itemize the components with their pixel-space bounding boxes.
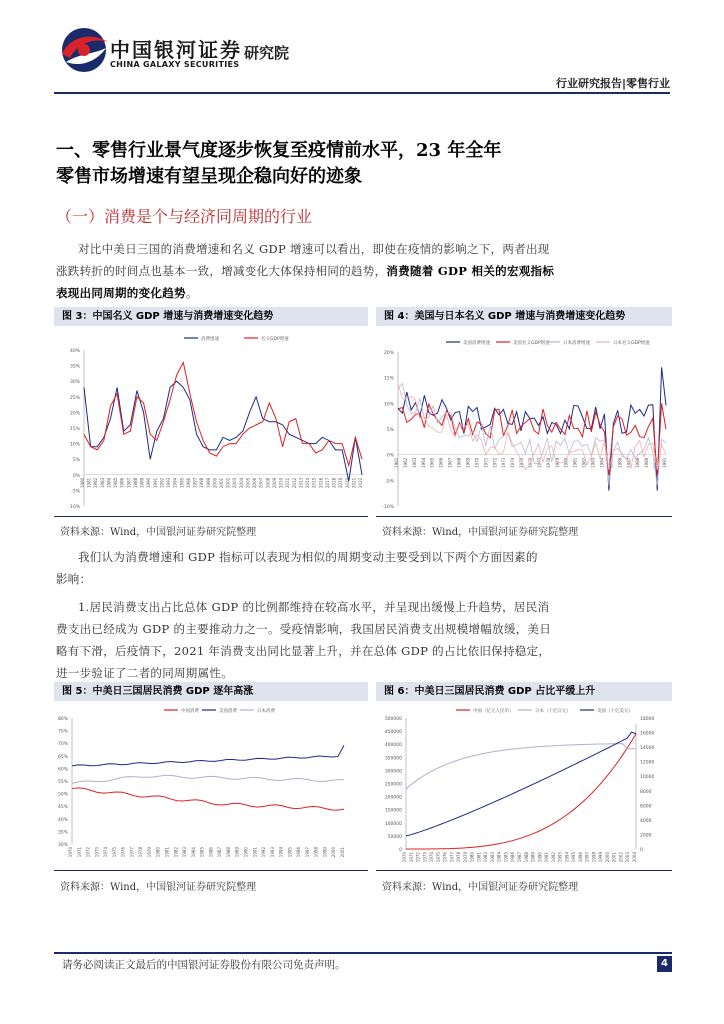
x-tick-label: 1984	[190, 847, 196, 858]
x-tick-label: 1983	[489, 852, 495, 863]
x-tick-label: 2021	[351, 477, 357, 488]
x-tick-label: 1991	[252, 847, 258, 858]
x-tick-label: 1976	[528, 457, 533, 468]
x-tick-label: 1970	[68, 847, 73, 858]
fig4-chart	[376, 330, 672, 515]
x-tick-label: 1967	[447, 457, 453, 468]
x-tick-label: 1962	[402, 457, 408, 468]
x-tick-label: 1978	[138, 847, 144, 858]
x-tick-label: 1991	[662, 457, 667, 468]
y-tick-label: -5%	[71, 489, 80, 495]
x-tick-label: 1964	[420, 457, 426, 468]
x-tick-label: 1986	[510, 852, 516, 863]
x-tick-label: 2004	[238, 477, 244, 488]
x-tick-label: 1972	[415, 852, 421, 863]
y2-tick-label: 6000	[640, 804, 652, 810]
x-tick-label: 1970	[402, 852, 407, 863]
fig6-bottom-rule	[376, 870, 672, 871]
y-tick-label: -5%	[385, 479, 394, 485]
fig3-title: 图 3：中国名义 GDP 增速与消费增速变化趋势	[54, 307, 368, 326]
legend-label: 日本消费增速	[563, 341, 590, 346]
y-tick-label: 65%	[57, 754, 68, 760]
y-tick-label: 15%	[69, 427, 80, 432]
x-tick-label: 1994	[564, 852, 570, 863]
y2-tick-label: 2000	[640, 833, 652, 839]
x-tick-label: 2017	[324, 477, 330, 488]
x-tick-label: 1982	[173, 847, 179, 858]
x-tick-label: 1989	[139, 477, 145, 488]
y-tick-label: 200000	[384, 795, 402, 801]
series-line	[72, 775, 344, 783]
paragraph-3	[56, 596, 676, 684]
y-tick-label: 100000	[384, 821, 402, 827]
x-tick-label: 1997	[192, 477, 198, 488]
x-tick-label: 2004	[632, 852, 637, 863]
para2-line2: 影响：	[56, 572, 92, 586]
legend-label: 美国名义GDP增速	[513, 341, 550, 346]
subsection-title: （一）消费是个与经济同周期的行业	[56, 207, 313, 226]
x-tick-label: 1979	[554, 457, 560, 468]
x-tick-label: 1961	[394, 457, 399, 468]
x-tick-label: 1970	[474, 457, 480, 468]
y-tick-label: 30%	[57, 843, 68, 848]
x-tick-label: 1982	[483, 852, 489, 863]
x-tick-label: 2003	[625, 852, 631, 863]
x-tick-label: 2007	[258, 477, 264, 488]
x-tick-label: 1977	[449, 852, 455, 863]
y-tick-label: 45%	[57, 805, 68, 811]
institute-label: 研究院	[244, 44, 290, 62]
x-tick-label: 1974	[429, 852, 435, 863]
x-tick-label: 1984	[106, 477, 112, 488]
x-tick-label: 1986	[119, 477, 125, 488]
x-tick-label: 2002	[618, 852, 624, 863]
x-tick-label: 1990	[146, 477, 152, 488]
x-tick-label: 1975	[111, 847, 117, 858]
x-tick-label: 1991	[152, 477, 158, 488]
report-type: 行业研究报告|零售行业	[555, 77, 670, 90]
x-tick-label: 1992	[550, 852, 556, 863]
x-tick-label: 1998	[313, 847, 319, 858]
para3-line3: 略有下滑，后疫情下，2021 年消费支出同比显著上升，并在总体 GDP 的占比依旧保持稳定，	[56, 644, 551, 658]
x-tick-label: 2005	[245, 477, 251, 488]
y-tick-label: 250000	[384, 782, 402, 788]
legend-label: 名义GDP增速	[261, 337, 289, 342]
x-tick-label: 1974	[510, 457, 516, 468]
y-tick-label: 20%	[69, 411, 80, 417]
y-tick-label: -10%	[382, 505, 394, 510]
legend-label: 日本消费	[257, 709, 275, 714]
y-tick-label: 5%	[386, 428, 394, 433]
x-tick-label: 1976	[442, 852, 448, 863]
y-tick-label: 75%	[57, 729, 68, 735]
x-tick-label: 1983	[99, 477, 105, 488]
fig6-source: 资料来源：Wind，中国银河证券研究院整理	[382, 882, 579, 893]
y-tick-label: 10%	[383, 402, 394, 408]
x-tick-label: 2013	[298, 477, 304, 488]
x-tick-label: 1995	[179, 477, 185, 488]
x-tick-label: 1992	[261, 847, 267, 858]
x-tick-label: 1972	[492, 457, 498, 468]
fig5-bottom-rule	[54, 870, 368, 871]
x-tick-label: 1978	[545, 457, 551, 468]
logo-cn: 中国银河证券	[110, 38, 242, 62]
y-tick-label: 0%	[386, 453, 394, 459]
x-tick-label: 1996	[296, 847, 302, 858]
x-tick-label: 1981	[572, 457, 578, 468]
x-tick-label: 1986	[208, 847, 214, 858]
footer-disclaimer: 请务必阅读正文最后的中国银河证券股份有限公司免责声明。	[62, 959, 346, 971]
x-tick-label: 1990	[243, 847, 249, 858]
x-tick-label: 1979	[462, 852, 468, 863]
x-tick-label: 1973	[422, 852, 428, 863]
series-line	[398, 367, 666, 490]
x-tick-label: 1989	[234, 847, 240, 858]
x-tick-label: 1982	[581, 457, 587, 468]
y-tick-label: 150000	[384, 808, 402, 814]
x-tick-label: 1988	[225, 847, 231, 858]
x-tick-label: 1990	[537, 852, 543, 863]
x-tick-label: 1980	[80, 477, 85, 488]
x-tick-label: 1976	[120, 847, 126, 858]
series-line	[406, 732, 636, 836]
para3-line2: 费支出已经成为 GDP 的主要推动力之一。受疫情影响，我国居民消费支出规模增幅放缓，美日	[56, 622, 552, 636]
x-tick-label: 1979	[146, 847, 152, 858]
legend-label: 中国（亿元人民币）	[473, 709, 514, 714]
x-tick-label: 1987	[517, 852, 522, 863]
y-tick-label: 35%	[57, 830, 68, 836]
y-tick-label: 25%	[69, 395, 80, 401]
fig4-source: 资料来源：Wind，中国银河证券研究院整理	[382, 527, 579, 538]
y-tick-label: 30%	[69, 380, 80, 386]
x-tick-label: 1983	[182, 847, 188, 858]
fig6-title: 图 6：中美日三国居民消费 GDP 占比平缓上升	[376, 682, 672, 701]
x-tick-label: 2016	[318, 477, 324, 488]
para3-line1: 1.居民消费支出占比总体 GDP 的比例都维持在较高水平，并呈现出缓慢上升趋势，居民消	[78, 600, 550, 614]
para1-line3-end: 。	[185, 286, 198, 300]
fig4-bottom-rule	[376, 516, 672, 517]
y2-tick-label: 4000	[640, 818, 652, 824]
para2-line1: 我们认为消费增速和 GDP 指标可以表现为相似的周期变动主要受到以下两个方面因素的	[78, 550, 538, 564]
legend-label: 消费增速	[201, 337, 219, 342]
y-tick-label: 5%	[72, 458, 80, 464]
y-tick-label: 60%	[57, 767, 68, 773]
fig5-title: 图 5：中美日三国居民消费 GDP 逐年高涨	[54, 682, 368, 701]
x-tick-label: 2012	[291, 477, 297, 488]
section-title-line1: 一、零售行业景气度逐步恢复至疫情前水平，23 年全年	[56, 140, 502, 161]
x-tick-label: 1978	[456, 852, 462, 863]
fig4-title: 图 4：美国与日本名义 GDP 增速与消费增速变化趋势	[376, 307, 672, 326]
x-tick-label: 1998	[199, 477, 205, 488]
x-tick-label: 1984	[599, 457, 605, 468]
y2-tick-label: 16000	[640, 731, 655, 737]
para1-line2-bold: 消费随着 GDP 相关的宏观指标	[386, 264, 555, 278]
series-line	[84, 362, 362, 465]
x-tick-label: 2000	[604, 852, 610, 863]
x-tick-label: 1988	[523, 852, 529, 863]
x-tick-label: 2000	[212, 477, 218, 488]
para1-line3-bold: 表现出同周期的变化趋势	[56, 286, 186, 300]
x-tick-label: 1973	[501, 457, 507, 468]
x-tick-label: 1980	[469, 852, 475, 863]
y2-tick-label: 12000	[640, 760, 655, 766]
para1-line2-plain: 涨跌转折的时间点也基本一致，增减变化大体保持相同的趋势，	[56, 264, 387, 278]
x-tick-label: 1991	[544, 852, 550, 863]
x-tick-label: 1993	[557, 852, 563, 863]
x-tick-label: 2006	[252, 477, 258, 488]
x-tick-label: 1990	[653, 457, 659, 468]
legend-label: 中国消费	[181, 709, 199, 714]
x-tick-label: 2019	[338, 477, 344, 488]
y-tick-label: 400000	[384, 743, 402, 749]
footer-rule	[54, 952, 672, 954]
x-tick-label: 1971	[408, 852, 414, 863]
x-tick-label: 1996	[577, 852, 583, 863]
x-tick-label: 1988	[635, 457, 641, 468]
logo-en: CHINA GALAXY SECURITIES	[110, 60, 240, 69]
x-tick-label: 1968	[456, 457, 462, 468]
x-tick-label: 1981	[86, 477, 92, 488]
x-tick-label: 1963	[411, 457, 417, 468]
x-tick-label: 1989	[644, 457, 650, 468]
x-tick-label: 1969	[465, 457, 471, 468]
y-tick-label: 40%	[57, 817, 68, 823]
fig3-chart	[54, 330, 368, 515]
legend-label: 日本名义GDP增速	[613, 341, 650, 346]
x-tick-label: 1993	[166, 477, 172, 488]
x-tick-label: 1985	[608, 457, 614, 468]
x-tick-label: 1994	[172, 477, 178, 488]
galaxy-logo-icon	[56, 24, 112, 76]
y2-tick-label: 10000	[640, 775, 655, 781]
x-tick-label: 1971	[483, 457, 489, 468]
x-tick-label: 1971	[76, 847, 82, 858]
x-tick-label: 2001	[219, 477, 224, 488]
x-tick-label: 2009	[271, 477, 277, 488]
x-tick-label: 1982	[93, 477, 99, 488]
y2-tick-label: 14000	[640, 746, 655, 752]
section-title-line2: 零售市场增速有望呈现企稳向好的迹象	[56, 166, 362, 187]
y-tick-label: 55%	[57, 780, 68, 785]
x-tick-label: 2014	[305, 477, 311, 488]
y-tick-label: 50000	[387, 834, 402, 840]
x-tick-label: 1980	[155, 847, 161, 858]
x-tick-label: 2002	[225, 477, 231, 488]
y-tick-label: -10%	[68, 505, 80, 510]
para1-line3	[56, 282, 676, 304]
x-tick-label: 1987	[626, 457, 632, 468]
y-tick-label: 10%	[69, 442, 80, 448]
x-tick-label: 2001	[611, 852, 617, 863]
x-tick-label: 1995	[287, 847, 293, 858]
fig3-bottom-rule	[54, 516, 368, 517]
x-tick-label: 1984	[496, 852, 502, 863]
para1-line1: 对比中美日三国的消费增速和名义 GDP 增速可以看出，即使在疫情的影响之下，两者出现	[78, 242, 550, 256]
y-tick-label: 0	[399, 848, 402, 853]
x-tick-label: 1983	[590, 457, 596, 468]
x-tick-label: 1986	[617, 457, 623, 468]
series-line	[84, 381, 362, 481]
x-tick-label: 1987	[126, 477, 132, 488]
y-tick-label: 40%	[69, 349, 80, 354]
y-tick-label: 300000	[384, 769, 402, 775]
x-tick-label: 1985	[503, 852, 509, 863]
x-tick-label: 1972	[85, 847, 91, 858]
x-tick-label: 2008	[265, 477, 271, 488]
x-tick-label: 1996	[185, 477, 191, 488]
y-tick-label: 80%	[57, 717, 68, 722]
y2-tick-label: 18000	[640, 717, 655, 722]
legend-label: 美国消费增速	[463, 341, 490, 346]
x-tick-label: 1997	[304, 847, 310, 858]
x-tick-label: 1987	[217, 847, 223, 858]
fig5-source: 资料来源：Wind，中国银河证券研究院整理	[60, 882, 257, 893]
series-line	[72, 745, 344, 766]
para1-line2	[56, 260, 676, 282]
x-tick-label: 2010	[278, 477, 284, 488]
legend-label: 日本（十亿日元）	[535, 709, 571, 714]
x-tick-label: 1988	[132, 477, 138, 488]
x-tick-label: 2015	[311, 477, 317, 488]
paragraph-2	[56, 546, 676, 590]
y-tick-label: 500000	[384, 717, 402, 722]
x-tick-label: 2003	[232, 477, 238, 488]
x-tick-label: 1966	[438, 457, 444, 468]
x-tick-label: 1977	[536, 457, 542, 468]
x-tick-label: 1998	[591, 852, 597, 863]
x-tick-label: 1981	[476, 852, 482, 863]
x-tick-label: 1980	[563, 457, 569, 468]
x-tick-label: 1975	[435, 852, 441, 863]
x-tick-label: 1975	[519, 457, 525, 468]
x-tick-label: 1973	[94, 847, 100, 858]
x-tick-label: 1965	[429, 457, 435, 468]
y2-tick-label: 8000	[640, 789, 652, 795]
header-rule	[54, 92, 670, 94]
y-tick-label: 35%	[69, 364, 80, 370]
x-tick-label: 1985	[199, 847, 205, 858]
x-tick-label: 2022	[358, 477, 363, 488]
x-tick-label: 2020	[344, 477, 350, 488]
series-line	[72, 788, 344, 810]
company-logo	[56, 24, 112, 76]
x-tick-label: 1999	[205, 477, 211, 488]
x-tick-label: 1999	[598, 852, 604, 863]
x-tick-label: 1995	[571, 852, 577, 863]
y-tick-label: 15%	[383, 376, 394, 382]
x-tick-label: 1981	[164, 847, 170, 858]
fig6-chart	[376, 704, 672, 864]
y-tick-label: 0%	[72, 473, 80, 479]
x-tick-label: 1992	[159, 477, 165, 488]
y-tick-label: 50%	[57, 792, 68, 798]
paragraph-1	[56, 238, 676, 304]
x-tick-label: 1977	[129, 847, 135, 858]
x-tick-label: 1974	[103, 847, 109, 858]
fig5-chart	[54, 704, 368, 864]
legend-label: 美国消费	[219, 709, 237, 714]
y-tick-label: 350000	[384, 756, 402, 762]
x-tick-label: 1989	[530, 852, 536, 863]
page-number: 4	[657, 956, 672, 972]
x-tick-label: 2000	[331, 847, 337, 858]
x-tick-label: 1999	[322, 847, 328, 858]
x-tick-label: 2018	[331, 477, 337, 488]
x-tick-label: 1985	[113, 477, 119, 488]
x-tick-label: 2001	[340, 847, 345, 858]
y-tick-label: 20%	[383, 351, 394, 356]
y-tick-label: 70%	[57, 742, 68, 748]
x-tick-label: 1997	[584, 852, 590, 863]
y2-tick-label: 0	[640, 848, 643, 853]
legend-label: 美国（十亿美元）	[597, 709, 633, 714]
x-tick-label: 2011	[285, 477, 291, 488]
y-tick-label: 450000	[384, 730, 402, 736]
fig3-source: 资料来源：Wind，中国银河证券研究院整理	[60, 527, 257, 538]
para3-line4: 进一步验证了二者的同周期属性。	[56, 666, 233, 680]
x-tick-label: 1993	[269, 847, 275, 858]
x-tick-label: 1994	[278, 847, 284, 858]
